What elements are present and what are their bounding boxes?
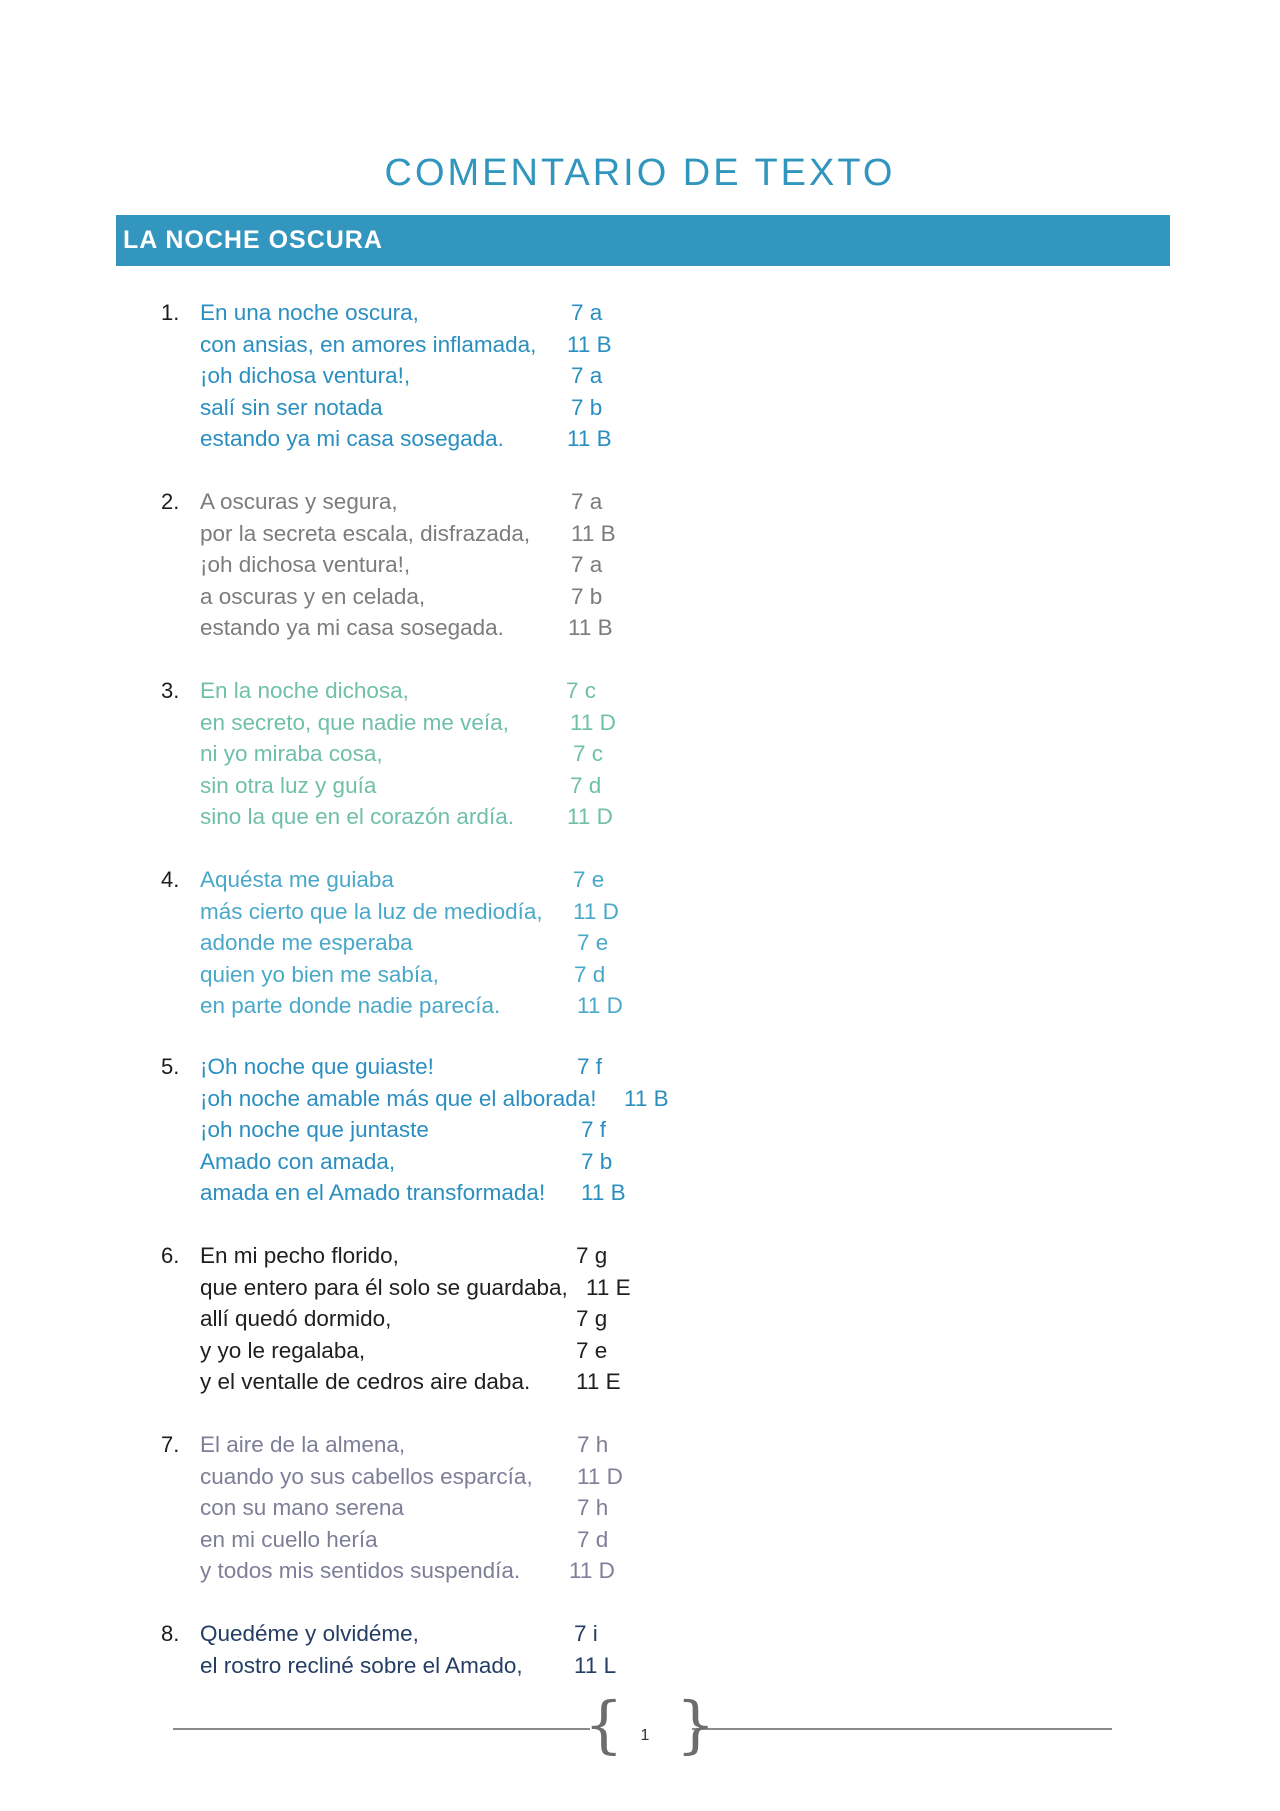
verse-line [0, 489, 1280, 521]
verse-meter: 11 D [577, 1463, 623, 1489]
verse-line [0, 678, 1280, 710]
verse-text: A oscuras y segura, [200, 489, 398, 514]
verse-line [0, 1464, 1280, 1496]
verse-text: en parte donde nadie parecía. [200, 993, 501, 1019]
verse-text: salí sin ser notada [200, 394, 383, 420]
section-heading: LA NOCHE OSCURA [123, 226, 383, 254]
verse-text: ¡oh noche amable más que el alborada! [200, 1085, 597, 1111]
verse-line [0, 1369, 1280, 1401]
verse-text: Aquésta me guiaba [200, 867, 394, 892]
verse-meter: 7 h [577, 1432, 609, 1457]
verse-meter: 7 d [574, 961, 606, 987]
verse-line [0, 1338, 1280, 1370]
section-heading-bar [116, 215, 1170, 266]
verse-line [0, 1306, 1280, 1338]
verse-text: Amado con amada, [200, 1148, 396, 1174]
verse-meter: 7 f [577, 1054, 603, 1079]
verse-meter: 7 e [577, 930, 609, 956]
verse-meter: 11 D [567, 804, 613, 830]
verse-meter: 7 d [577, 1526, 609, 1552]
verse-text: ¡oh noche que juntaste [200, 1117, 429, 1143]
verse-line [0, 1149, 1280, 1181]
stanza-number: 7. [161, 1432, 180, 1457]
verse-text: y yo le regalaba, [200, 1337, 366, 1363]
verse-meter: 7 b [581, 1148, 613, 1174]
verse-meter: 7 c [573, 741, 604, 767]
verse-line [0, 867, 1280, 899]
verse-text: sino la que en el corazón ardía. [200, 804, 514, 830]
verse-meter: 11 B [624, 1085, 669, 1111]
stanza-number: 1. [161, 300, 180, 325]
verse-text: cuando yo sus cabellos esparcía, [200, 1463, 533, 1489]
verse-line [0, 1180, 1280, 1212]
verse-text: ¡Oh noche que guiaste! [200, 1054, 434, 1079]
verse-text: ¡oh dichosa ventura!, [200, 552, 411, 578]
verse-text: más cierto que la luz de mediodía, [200, 898, 543, 924]
verse-text: por la secreta escala, disfrazada, [200, 520, 531, 546]
verse-line [0, 300, 1280, 332]
verse-text: El aire de la almena, [200, 1432, 406, 1457]
verse-text: con ansias, en amores inflamada, [200, 331, 537, 357]
verse-line [0, 1495, 1280, 1527]
verse-text: amada en el Amado transformada! [200, 1180, 546, 1206]
verse-meter: 11 D [569, 1558, 615, 1584]
verse-meter: 11 D [577, 993, 623, 1019]
verse-text: ni yo miraba cosa, [200, 741, 383, 767]
verse-text: el rostro recliné sobre el Amado, [200, 1652, 523, 1678]
verse-meter: 7 g [576, 1243, 608, 1268]
verse-line [0, 710, 1280, 742]
verse-line [0, 1275, 1280, 1307]
verse-line [0, 804, 1280, 836]
verse-text: en secreto, que nadie me veía, [200, 709, 509, 735]
verse-line [0, 1558, 1280, 1590]
stanza-number: 4. [161, 867, 180, 892]
verse-text: y el ventalle de cedros aire daba. [200, 1369, 531, 1395]
verse-meter: 7 c [566, 678, 597, 703]
verse-line [0, 615, 1280, 647]
verse-text: en mi cuello hería [200, 1526, 378, 1552]
verse-text: Quedéme y olvidéme, [200, 1621, 419, 1646]
verse-line [0, 930, 1280, 962]
verse-line [0, 773, 1280, 805]
verse-text: a oscuras y en celada, [200, 583, 426, 609]
verse-line [0, 1054, 1280, 1086]
stanza-number: 8. [161, 1621, 180, 1646]
stanza-number: 6. [161, 1243, 180, 1268]
verse-text: En mi pecho florido, [200, 1243, 399, 1268]
verse-line [0, 1086, 1280, 1118]
verse-line [0, 332, 1280, 364]
verse-line [0, 363, 1280, 395]
verse-line [0, 993, 1280, 1025]
verse-line [0, 1117, 1280, 1149]
verse-text: En la noche dichosa, [200, 678, 409, 703]
footer-rule-left [173, 1728, 590, 1730]
verse-meter: 11 B [567, 331, 612, 357]
verse-meter: 11 B [581, 1180, 626, 1206]
verse-meter: 7 a [571, 489, 603, 514]
verse-meter: 7 g [576, 1306, 608, 1332]
verse-line [0, 1432, 1280, 1464]
verse-meter: 7 f [581, 1117, 607, 1143]
verse-meter: 11 B [567, 426, 612, 452]
verse-meter: 7 e [576, 1337, 608, 1363]
verse-line [0, 1653, 1280, 1685]
verse-meter: 11 E [576, 1369, 621, 1395]
page-number: 1 [640, 1727, 650, 1744]
verse-text: adonde me esperaba [200, 930, 413, 956]
stanza-number: 3. [161, 678, 180, 703]
verse-line [0, 1621, 1280, 1653]
verse-text: estando ya mi casa sosegada. [200, 426, 504, 452]
verse-line [0, 962, 1280, 994]
verse-line [0, 899, 1280, 931]
verse-meter: 11 D [573, 898, 619, 924]
verse-text: En una noche oscura, [200, 300, 419, 325]
verse-meter: 7 h [577, 1495, 609, 1521]
verse-meter: 7 b [571, 583, 603, 609]
right-brace-icon: } [676, 1688, 716, 1761]
verse-meter: 7 a [571, 300, 603, 325]
verse-text: allí quedó dormido, [200, 1306, 392, 1332]
verse-line [0, 1243, 1280, 1275]
verse-line [0, 1527, 1280, 1559]
verse-text: con su mano serena [200, 1495, 404, 1521]
verse-meter: 11 B [568, 615, 613, 641]
verse-meter: 7 a [571, 363, 603, 389]
verse-text: sin otra luz y guía [200, 772, 377, 798]
verse-line [0, 741, 1280, 773]
verse-text: quien yo bien me sabía, [200, 961, 439, 987]
stanza-number: 2. [161, 489, 180, 514]
verse-text: ¡oh dichosa ventura!, [200, 363, 411, 389]
verse-text: y todos mis sentidos suspendía. [200, 1558, 521, 1584]
verse-meter: 7 d [570, 772, 602, 798]
verse-line [0, 521, 1280, 553]
verse-meter: 7 e [573, 867, 605, 892]
verse-line [0, 395, 1280, 427]
verse-line [0, 584, 1280, 616]
verse-meter: 7 b [571, 394, 603, 420]
verse-meter: 11 D [570, 709, 616, 735]
page-title: COMENTARIO DE TEXTO [384, 152, 896, 194]
footer-rule-right [692, 1728, 1112, 1730]
verse-meter: 7 a [571, 552, 603, 578]
verse-meter: 11 E [586, 1274, 631, 1300]
verse-meter: 11 L [574, 1652, 617, 1678]
stanza-number: 5. [161, 1054, 180, 1079]
left-brace-icon: { [584, 1688, 624, 1761]
verse-meter: 7 i [574, 1621, 598, 1646]
verse-line [0, 552, 1280, 584]
verse-meter: 11 B [571, 520, 616, 546]
verse-text: que entero para él solo se guardaba, [200, 1274, 568, 1300]
verse-line [0, 426, 1280, 458]
verse-text: estando ya mi casa sosegada. [200, 615, 504, 641]
